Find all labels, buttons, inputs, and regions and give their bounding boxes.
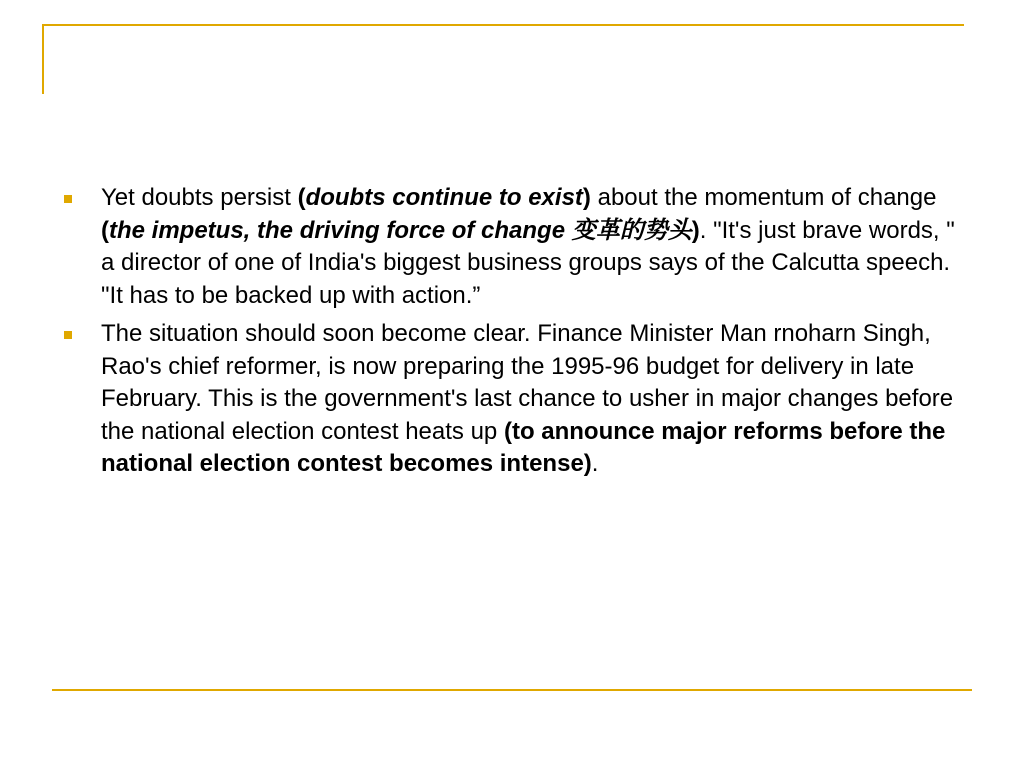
text-segment: The situation should soon become clear. Finance Minister Man rnoharn Singh, Rao's chief reformer, is now preparing the 1995-96 budget for delivery in late February. This is the government's last chance to usher in major changes before the national election contest heats up [101,320,954,445]
gloss-announce-reforms: (to announce major reforms before the national election contest becomes intense) [101,417,946,477]
text-segment: Yet doubts persist [101,184,298,211]
paren-close: ) [691,216,700,244]
bullet-2-text [101,320,953,477]
paren-open: ( [297,184,306,211]
square-bullet-icon [64,331,72,339]
square-bullet-icon [64,195,72,203]
frame-left-rule [42,24,44,94]
text-segment: about the momentum of change [590,184,937,211]
frame-top-rule [42,24,964,26]
text-segment: . "It's just brave words, " a director of one of India's biggest business groups says of the Calcutta speech. "It has to be backed up with action.” [101,216,955,309]
text-segment: . [591,450,599,477]
gloss-doubts-continue: doubts continue to exist [305,184,583,211]
paren-close: ) [582,184,591,211]
paren-open: ( [101,216,109,244]
bullet-1-text [101,184,955,309]
bullet-item-1 [62,182,962,312]
slide-body [62,182,962,487]
bullet-item-2 [62,318,962,481]
gloss-impetus: the impetus, the driving force of change 变革的势头 [109,216,692,244]
frame-bottom-rule [52,689,972,691]
